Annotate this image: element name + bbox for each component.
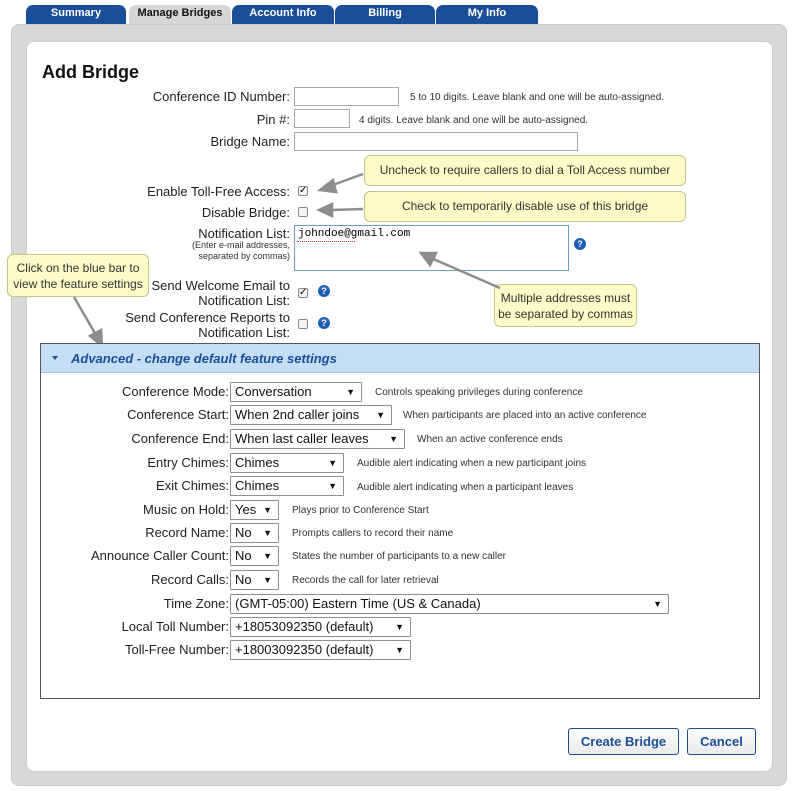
announce-caller-count-label: Announce Caller Count: (90, 548, 229, 563)
time-zone-label: Time Zone: (163, 596, 229, 611)
music-on-hold-label: Music on Hold: (143, 502, 229, 517)
record-calls-hint: Records the call for later retrieval (292, 575, 439, 586)
arrow-head-toll-free (320, 180, 336, 192)
entry-chimes-value: Chimes (235, 455, 280, 470)
chevron-down-icon: ▼ (389, 434, 398, 444)
record-name-label: Record Name: (145, 525, 229, 540)
chevron-down-icon: ▼ (653, 599, 662, 609)
exit-chimes-label: Exit Chimes: (156, 478, 229, 493)
announce-caller-count-select[interactable] (230, 546, 279, 566)
chevron-down-icon: ▼ (263, 551, 272, 561)
local-toll-number-label: Local Toll Number: (121, 619, 229, 634)
conference-mode-select[interactable] (230, 382, 362, 402)
conference-start-label: Conference Start: (127, 407, 229, 422)
announce-caller-count-value: No (235, 548, 252, 563)
arrow-head-multiple (421, 253, 436, 265)
conference-mode-value: Conversation (235, 384, 312, 399)
callout-blue-bar-line-1: Click on the blue bar to (16, 261, 140, 275)
chevron-down-icon: ▼ (263, 575, 272, 585)
conference-end-value: When last caller leaves (235, 431, 369, 446)
question-circle-icon[interactable]: ? (318, 285, 330, 297)
callout-blue-bar-line-2: view the feature settings (13, 277, 143, 291)
chevron-down-icon: ▼ (395, 645, 404, 655)
triangle-down-icon (52, 356, 58, 360)
entry-chimes-select[interactable] (230, 453, 344, 473)
music-on-hold-value: Yes (235, 502, 257, 517)
question-circle-icon[interactable]: ? (574, 238, 586, 250)
notification-list-label: Notification List: (198, 226, 290, 241)
pin-hint: 4 digits. Leave blank and one will be auto-assigned. (359, 115, 589, 126)
pin-label: Pin #: (256, 112, 290, 127)
disable-bridge-label: Disable Bridge: (201, 205, 290, 220)
time-zone-select[interactable] (230, 594, 669, 614)
music-on-hold-select[interactable] (230, 500, 279, 520)
conference-id-hint: 5 to 10 digits. Leave blank and one will be auto-assigned. (410, 92, 665, 103)
toll-free-checkbox[interactable]: ✓ (299, 185, 308, 196)
toll-free-label: Enable Toll-Free Access: (147, 184, 290, 199)
question-circle-icon[interactable]: ? (318, 317, 330, 329)
welcome-email-label-2: Notification List: (198, 293, 290, 308)
time-zone-value: (GMT-05:00) Eastern Time (US & Canada) (235, 596, 481, 611)
tab-account-info[interactable]: Account Info (232, 5, 334, 25)
record-calls-value: No (235, 572, 252, 587)
conference-mode-label: Conference Mode: (122, 384, 229, 399)
arrow-blue-bar (74, 297, 96, 335)
notification-list-sublabel-2: separated by commas) (198, 251, 290, 261)
announce-caller-count-hint: States the number of participants to a new caller (292, 551, 507, 562)
exit-chimes-select[interactable] (230, 476, 344, 496)
advanced-title: Advanced - change default feature settings (71, 351, 337, 366)
welcome-email-checkbox[interactable]: ✓ (299, 287, 308, 298)
chevron-down-icon: ▼ (263, 528, 272, 538)
welcome-email-label: Send Welcome Email to (151, 278, 290, 293)
chevron-down-icon: ▼ (376, 410, 385, 420)
conference-end-hint: When an active conference ends (417, 434, 563, 445)
conference-reports-label: Send Conference Reports to (125, 310, 290, 325)
chevron-down-icon: ▼ (263, 505, 272, 515)
tab-manage-bridges[interactable]: Manage Bridges (129, 5, 231, 25)
exit-chimes-hint: Audible alert indicating when a participant leaves (357, 482, 574, 493)
chevron-down-icon: ▼ (395, 622, 404, 632)
local-toll-number-select[interactable] (230, 617, 411, 637)
arrow-head-disable (319, 204, 332, 216)
notification-list-sublabel: (Enter e-mail addresses, (191, 240, 290, 250)
cancel-button[interactable]: Cancel (687, 728, 756, 755)
arrow-multiple (431, 258, 500, 288)
bridge-name-label: Bridge Name: (210, 134, 290, 149)
record-calls-select[interactable] (230, 570, 279, 590)
tab-my-info[interactable]: My Info (436, 5, 538, 25)
conference-reports-label-2: Notification List: (198, 325, 290, 340)
local-toll-number-value: +18053092350 (default) (235, 619, 374, 634)
conference-end-select[interactable] (230, 429, 405, 449)
toll-free-number-value: +18003092350 (default) (235, 642, 374, 657)
conference-end-label: Conference End: (131, 431, 229, 446)
conference-start-value: When 2nd caller joins (235, 407, 360, 422)
music-on-hold-hint: Plays prior to Conference Start (292, 505, 429, 516)
toll-free-number-select[interactable] (230, 640, 411, 660)
conference-start-select[interactable] (230, 405, 392, 425)
conference-start-hint: When participants are placed into an active conference (403, 410, 647, 421)
conference-id-label: Conference ID Number: (152, 89, 290, 104)
tab-billing[interactable]: Billing (335, 5, 435, 25)
chevron-down-icon: ▼ (328, 481, 337, 491)
toll-free-number-label: Toll-Free Number: (124, 642, 229, 657)
record-name-value: No (235, 525, 252, 540)
page-title: Add Bridge (42, 62, 139, 82)
callout-toll-free: Uncheck to require callers to dial a Toll Access number (364, 155, 686, 186)
exit-chimes-value: Chimes (235, 478, 280, 493)
create-bridge-button[interactable]: Create Bridge (568, 728, 679, 755)
entry-chimes-hint: Audible alert indicating when a new participant joins (357, 458, 587, 469)
record-name-hint: Prompts callers to record their name (292, 528, 454, 539)
callout-disable-bridge: Check to temporarily disable use of this bridge (364, 191, 686, 222)
record-name-select[interactable] (230, 523, 279, 543)
record-calls-label: Record Calls: (150, 572, 229, 587)
tab-summary[interactable]: Summary (26, 5, 126, 25)
chevron-down-icon: ▼ (346, 387, 355, 397)
entry-chimes-label: Entry Chimes: (147, 455, 229, 470)
chevron-down-icon: ▼ (328, 458, 337, 468)
conference-mode-hint: Controls speaking privileges during conference (375, 387, 583, 398)
callout-multiple-line-2: be separated by commas (498, 307, 633, 321)
arrow-disable (331, 209, 363, 210)
advanced-toggle-bar[interactable] (41, 344, 759, 373)
callout-multiple-line-1: Multiple addresses must (500, 291, 631, 305)
